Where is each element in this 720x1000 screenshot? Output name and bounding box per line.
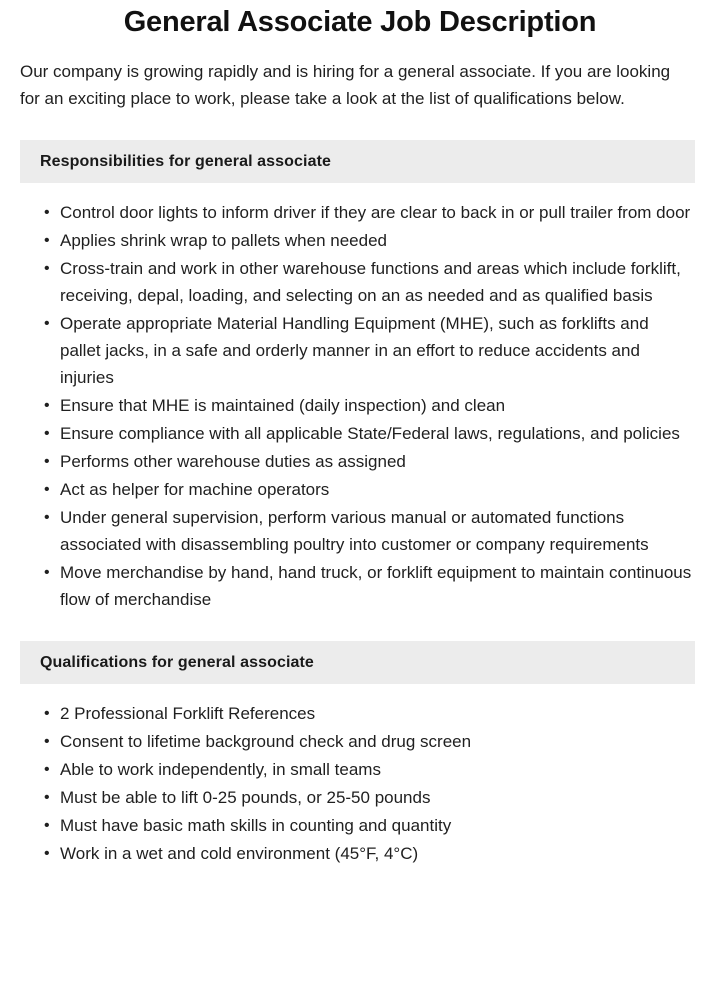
section-responsibilities: [0, 140, 720, 613]
list-item: • Work in a wet and cold environment (45°F, 4°C): [44, 840, 694, 867]
section-qualifications: [0, 641, 720, 867]
section-header-label: Responsibilities for general associate: [40, 153, 332, 170]
list-item: • Must be able to lift 0-25 pounds, or 25-50 pounds: [44, 784, 694, 811]
list-item: • Control door lights to inform driver if they are clear to back in or pull trailer from door: [44, 199, 694, 226]
list-item: • Ensure compliance with all applicable State/Federal laws, regulations, and policies: [44, 420, 694, 447]
list-item: • Move merchandise by hand, hand truck, or forklift equipment to maintain continuous flow of merchandise: [44, 559, 694, 613]
list-item: • Applies shrink wrap to pallets when needed: [44, 227, 694, 254]
page-title: General Associate Job Description: [123, 6, 597, 38]
list-item: • Act as helper for machine operators: [44, 476, 694, 503]
list-item: • Under general supervision, perform various manual or automated functions associated with disassembling poultry into customer or company requirements: [44, 504, 694, 558]
list-item: • Operate appropriate Material Handling Equipment (MHE), such as forklifts and pallet jacks, in a safe and orderly manner in an effort to reduce accidents and injuries: [44, 310, 694, 391]
list-item: • Able to work independently, in small teams: [44, 756, 694, 783]
section-header-responsibilities: [20, 140, 695, 183]
list-item: • 2 Professional Forklift References: [44, 700, 694, 727]
intro-paragraph: Our company is growing rapidly and is hiring for a general associate. If you are looking for an exciting place to work, please take a look at the list of qualifications below.: [20, 62, 671, 108]
responsibilities-list: [0, 183, 720, 613]
list-item: • Cross-train and work in other warehouse functions and areas which include forklift, receiving, depal, loading, and selecting on an as needed and as qualified basis: [44, 255, 694, 309]
qualifications-list: [0, 684, 720, 867]
list-item: • Ensure that MHE is maintained (daily inspection) and clean: [44, 392, 694, 419]
section-header-qualifications: [20, 641, 695, 684]
section-header-label: Qualifications for general associate: [40, 654, 314, 671]
list-item: • Consent to lifetime background check and drug screen: [44, 728, 694, 755]
list-item: • Must have basic math skills in counting and quantity: [44, 812, 694, 839]
bottom-spacer: [0, 868, 720, 882]
list-item: • Performs other warehouse duties as assigned: [44, 448, 694, 475]
